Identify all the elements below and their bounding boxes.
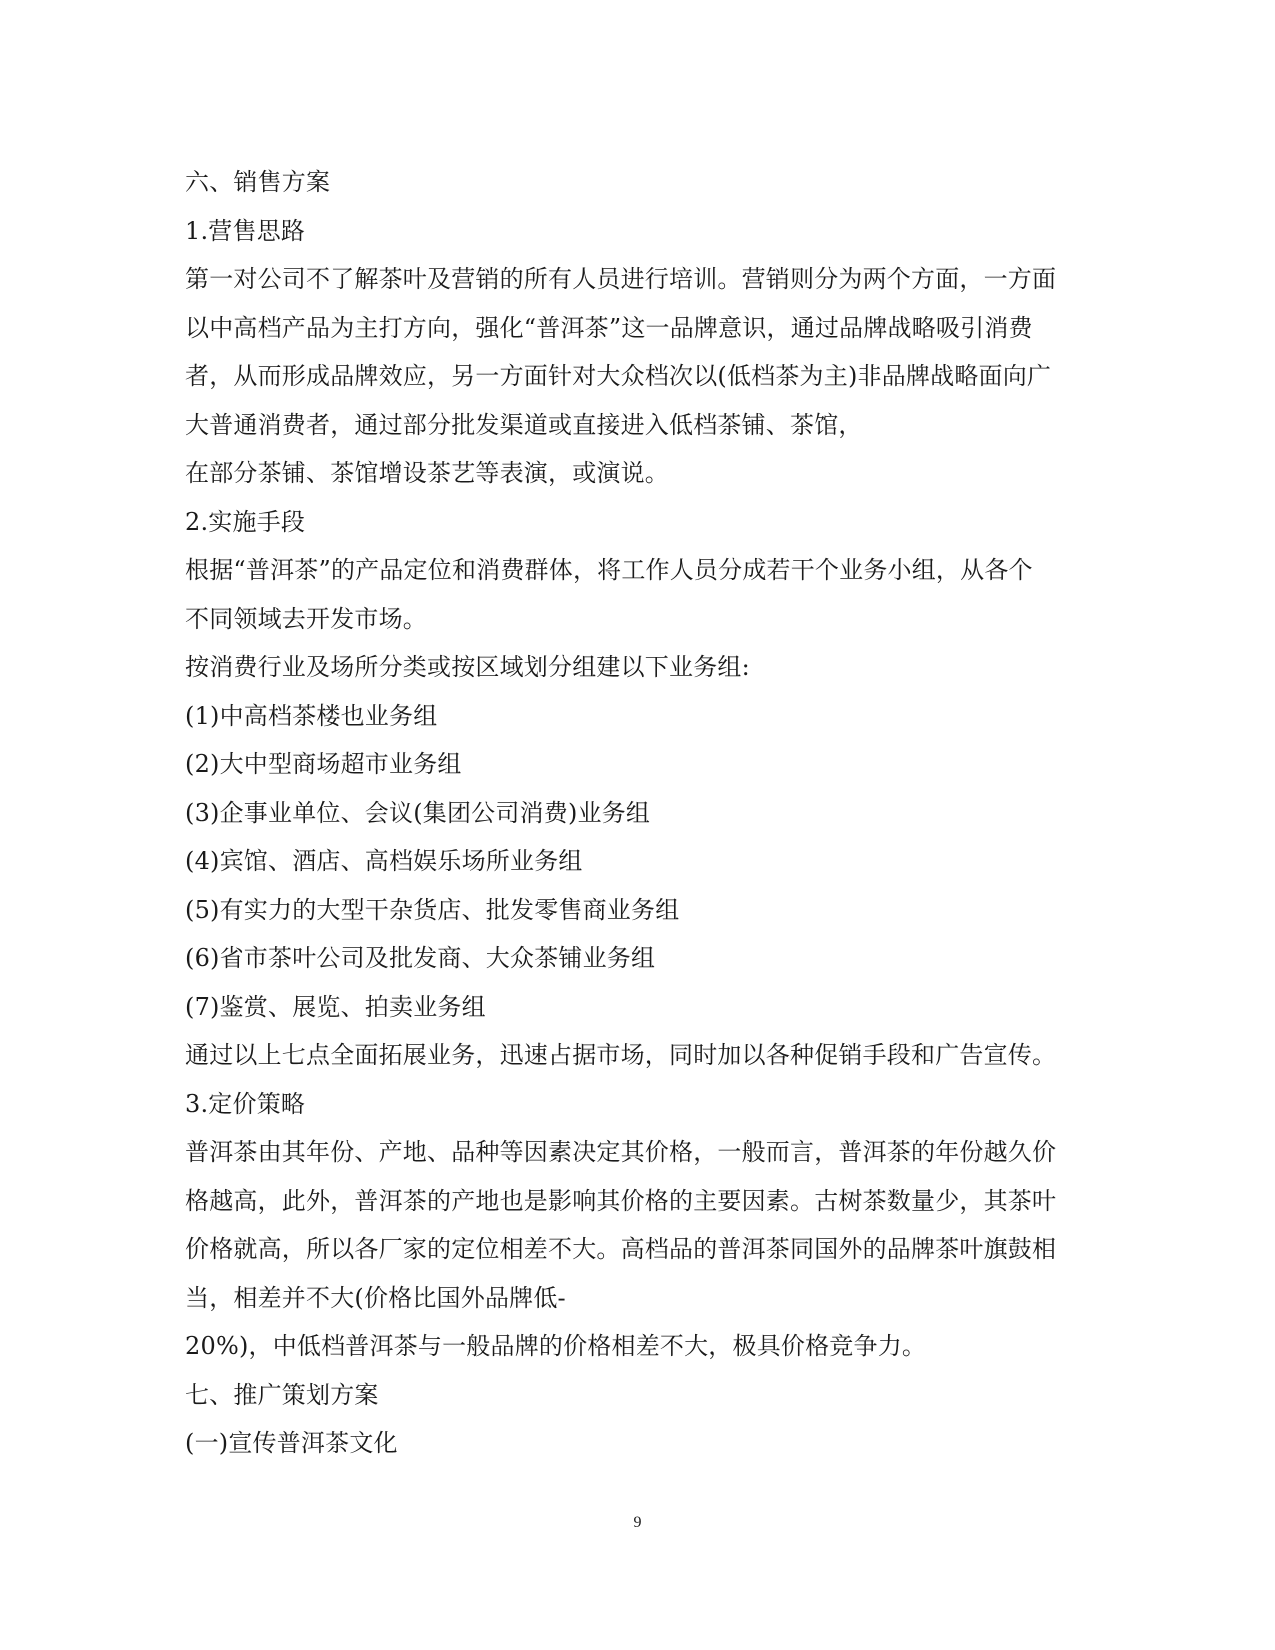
paragraph-line: 20%)，中低档普洱茶与一般品牌的价格相差不大，极具价格竞争力。 [185,1332,927,1360]
list-item: (7)鉴赏、展览、拍卖业务组 [185,992,486,1021]
list-item: (5)有实力的大型干杂货店、批发零售商业务组 [185,895,680,924]
list-item: (2)大中型商场超市业务组 [185,750,462,778]
paragraph-line: 者，从而形成品牌效应，另一方面针对大众档次以(低档茶为主)非品牌战略面向广 [185,362,1052,390]
list-item: (1)中高档茶楼也业务组 [185,701,438,730]
paragraph-line: 价格就高，所以各厂家的定位相差不大。高档品的普洱茶同国外的品牌茶叶旗鼓相 [185,1235,1057,1263]
page-number: 9 [633,1514,642,1531]
subheading-pricing-strategy: 3.定价策略 [185,1089,306,1118]
paragraph-line: 在部分茶铺、茶馆增设茶艺等表演，或演说。 [185,459,669,487]
section-heading-promotion-plan: 七、推广策划方案 [185,1380,379,1409]
paragraph-line: 根据“普洱茶”的产品定位和消费群体，将工作人员分成若干个业务小组，从各个 [185,556,1033,584]
paragraph-line: 当，相差并不大(价格比国外品牌低- [185,1283,566,1312]
list-item: (4)宾馆、酒店、高档娱乐场所业务组 [185,847,583,875]
paragraph-line: 第一对公司不了解茶叶及营销的所有人员进行培训。营销则分为两个方面，一方面 [185,265,1057,293]
subheading-promote-culture: (一)宣传普洱茶文化 [185,1429,398,1457]
document-body [185,158,1090,1468]
paragraph-line: 通过以上七点全面拓展业务，迅速占据市场，同时加以各种促销手段和广告宣传。 [185,1041,1057,1069]
paragraph-line: 不同领域去开发市场。 [185,604,427,633]
list-item: (6)省市茶叶公司及批发商、大众茶铺业务组 [185,944,656,972]
list-item: (3)企事业单位、会议(集团公司消费)业务组 [185,798,651,827]
section-heading-sales-plan: 六、销售方案 [185,168,331,196]
paragraph-line: 普洱茶由其年份、产地、品种等因素决定其价格，一般而言，普洱茶的年份越久价 [185,1138,1057,1166]
paragraph-line: 格越高，此外，普洱茶的产地也是影响其价格的主要因素。古树茶数量少，其茶叶 [185,1186,1057,1215]
paragraph-line: 按消费行业及场所分类或按区域划分组建以下业务组: [185,653,750,681]
subheading-sales-approach: 1.营售思路 [185,216,306,245]
subheading-implementation: 2.实施手段 [185,507,306,536]
paragraph-line: 大普通消费者，通过部分批发渠道或直接进入低档茶铺、茶馆， [185,410,863,439]
paragraph-line: 以中高档产品为主打方向，强化“普洱茶”这一品牌意识，通过品牌战略吸引消费 [185,313,1033,342]
